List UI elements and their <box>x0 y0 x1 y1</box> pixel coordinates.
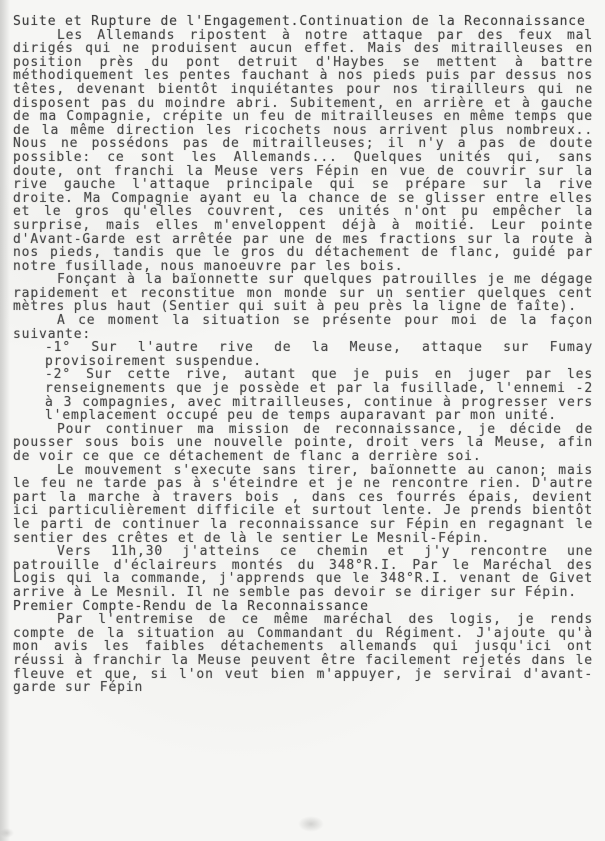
section-heading-compte-rendu: Premier Compte-Rendu de la Reconnaissance <box>13 598 369 614</box>
paragraph-patrol-encounter: Vers 11h,30 j'atteins ce chemin et j'y rencontre une patrouille d'éclaireurs montés du 348°R.I. Par le Maréchal des Logis qui la commande, j'apprends que le 348°R.I. venant de Givet arrive à Le Mesnil. Il ne semble pas devoir se diriger sur Fépin. <box>13 544 593 600</box>
paragraph-german-riposte: Les Allemands ripostent à notre attaque par des feux mal dirigés qui ne produisent aucun effet. Mais des mitrailleuses en position près du pont detruit d'Haybes se mettent à battre méthodiquement les pentes fauchant à nos pieds puis par dessus nos têtes, devenant bientôt inquiétantes pour nos tirailleurs qui ne disposent pas du moindre abri. Subitement, en arrière et à gauche de ma Compagnie, crépite un feu de mitrailleuses en même temps que de la même direction les ricochets nous arrivent plus nombreux.. Nous ne possédons pas de mitrailleuses; il n'y a pas de doute possible: ce sont les Allemands... Quelques unités qui, sans doute, ont franchi la Meuse vers Fépin en vue de couvrir sur la rive gauche l'attaque principale qui se prépare sur la rive droite. Ma Compagnie ayant eu la chance de se glisser entre elles et le gros qu'elles couvrent, ces unités n'ont pu empêcher la surprise, mais elles m'enveloppent déjà à moitié. Leur pointe d'Avant-Garde est arrêtée par une de mes fractions sur la route à nos pieds, tandis que le gros du détachement de flanc, guidé par notre fusillade, nous manoeuvre par les bois. <box>13 27 593 274</box>
paragraph-situation-intro: A ce moment la situation se présente pour moi de la façon suivante: <box>13 313 593 342</box>
scan-smudge-corner <box>0 828 14 838</box>
scan-edge-shadow <box>0 0 10 841</box>
document-title: Suite et Rupture de l'Engagement.Continuation de la Reconnaissance <box>13 14 586 29</box>
paragraph-bayonet-charge: Fonçant à la baïonnette sur quelques patrouilles je me dégage rapidement et reconstitue mon monde sur un sentier quelques cent mètres plus haut (Sentier qui suit à peu près la ligne de faîte). <box>13 272 593 315</box>
paragraph-movement: Le mouvement s'execute sans tirer, baïonnette au canon; mais le feu ne tarde pas à s'éteindre et je ne rencontre rien. D'autre part la marche à travers bois , dans ces fourrés épais, devient ici particulièrement difficile et surtout lente. Je prends bientôt le parti de continuer la reconnaissance sur Fépin en regagnant le sentier des crêtes et de là le sentier Le Mesnil-Fépin. <box>13 462 593 546</box>
list-item-point-2: -2° Sur cette rive, autant que je puis en juger par les renseignements que je possède et par la fusillade, l'ennemi -2 à 3 compagnies, avec mitrailleuses, continue à progresser vers l'emplacement occupé peu de temps auparavant par mon unité. <box>45 367 593 424</box>
paragraph-report: Par l'entremise de ce même maréchal des logis, je rends compte de la situation au Commandant du Régiment. J'ajoute qu'à mon avis les faibles détachements allemands qui jusqu'ici ont réussi à franchir la Meuse peuvent être facilement rejetés dans le fleuve et que, si l'on veut bien m'appuyer, je servirai d'avant-garde sur Fépin <box>13 612 593 696</box>
scan-smudge <box>298 816 324 832</box>
document-content <box>13 15 593 695</box>
list-item-point-1: -1° Sur l'autre rive de la Meuse, attaque sur Fumay provisoirement suspendue. <box>45 340 593 369</box>
paragraph-continue-mission: Pour continuer ma mission de reconnaissance, je décide de pousser sous bois une nouvelle pointe, droit vers la Meuse, afin de voir ce que ce détachement de flanc a derrière soi. <box>13 421 593 464</box>
